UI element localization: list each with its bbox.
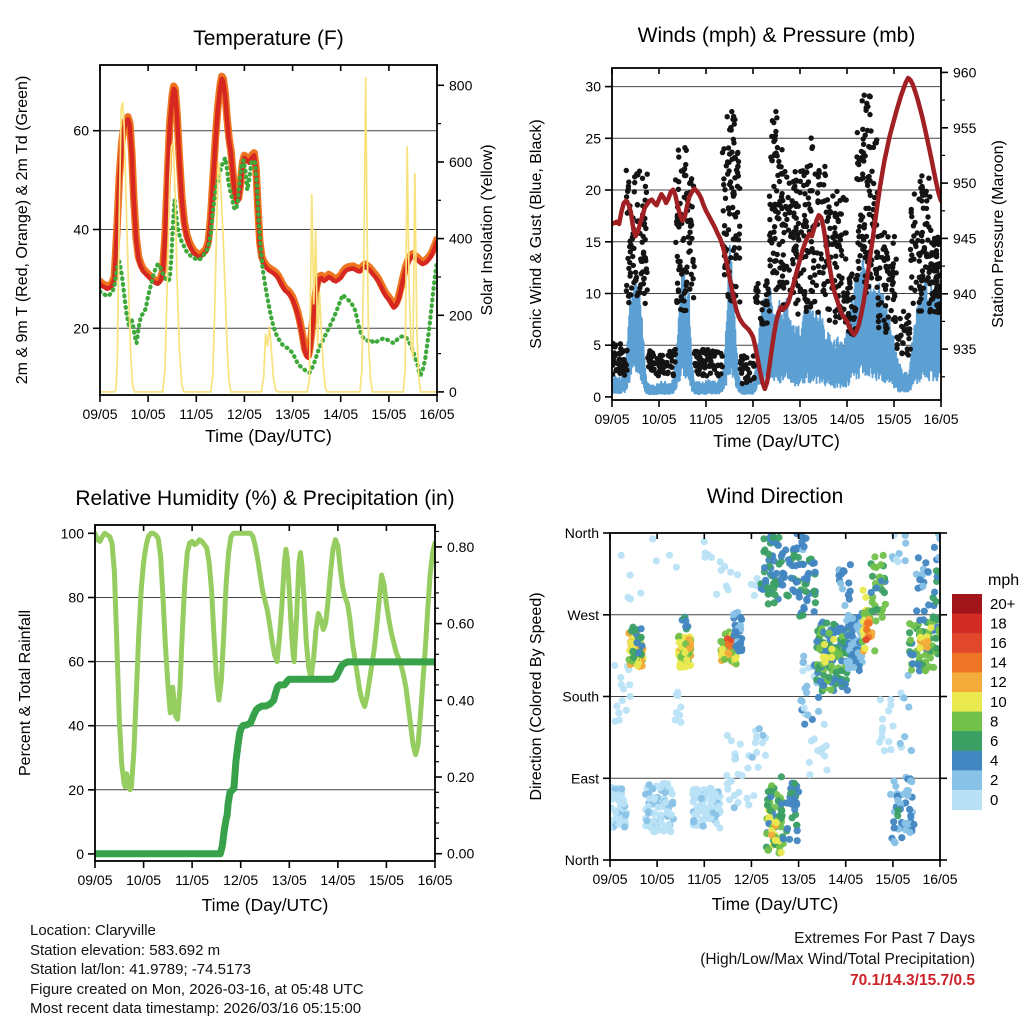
station-elevation: Station elevation: 583.692 m — [30, 941, 221, 959]
humidity-precip-chart — [17, 487, 474, 915]
winds-pressure-chart — [528, 24, 1007, 451]
svg-text:10/05: 10/05 — [641, 411, 677, 427]
svg-text:12/05: 12/05 — [733, 871, 769, 887]
svg-text:200: 200 — [449, 307, 473, 324]
svg-text:940: 940 — [953, 285, 977, 302]
svg-text:20: 20 — [73, 320, 89, 337]
svg-text:09/05: 09/05 — [594, 411, 630, 427]
svg-text:North: North — [564, 525, 599, 541]
svg-text:0: 0 — [593, 388, 601, 405]
svg-text:09/05: 09/05 — [77, 872, 113, 888]
svg-text:13/05: 13/05 — [782, 411, 818, 427]
svg-text:16/05: 16/05 — [419, 406, 455, 422]
svg-text:Time (Day/UTC): Time (Day/UTC) — [713, 431, 840, 451]
svg-text:16/05: 16/05 — [923, 411, 959, 427]
svg-text:30: 30 — [585, 78, 601, 95]
svg-text:11/05: 11/05 — [179, 406, 214, 422]
svg-text:600: 600 — [449, 154, 473, 170]
svg-text:Winds (mph) & Pressure (mb): Winds (mph) & Pressure (mb) — [637, 24, 916, 47]
svg-text:100: 100 — [60, 525, 84, 542]
svg-text:15/05: 15/05 — [875, 871, 911, 887]
wind-direction-dots — [607, 530, 944, 856]
svg-text:20: 20 — [68, 781, 84, 798]
solar-insolation-yellow — [100, 78, 437, 392]
svg-text:0.60: 0.60 — [447, 615, 475, 632]
svg-text:10/05: 10/05 — [126, 872, 162, 888]
svg-text:6: 6 — [990, 733, 999, 750]
svg-text:0: 0 — [449, 383, 457, 400]
temperature-chart — [14, 27, 496, 446]
svg-text:15/05: 15/05 — [876, 411, 912, 427]
svg-text:15/05: 15/05 — [371, 406, 407, 422]
svg-text:Sonic Wind & Gust (Blue, Black: Sonic Wind & Gust (Blue, Black) — [528, 119, 545, 349]
svg-text:15/05: 15/05 — [368, 872, 404, 888]
svg-text:11/05: 11/05 — [175, 872, 210, 888]
station-info — [30, 921, 364, 1019]
svg-text:13/05: 13/05 — [781, 871, 817, 887]
svg-text:0.40: 0.40 — [447, 692, 475, 709]
temp-2m-red — [100, 79, 437, 358]
svg-text:10: 10 — [990, 693, 1007, 711]
svg-text:960: 960 — [953, 64, 977, 81]
svg-text:945: 945 — [953, 230, 977, 247]
station-latlon: Station lat/lon: 41.9789; -74.5173 — [30, 961, 252, 978]
svg-text:13/05: 13/05 — [271, 872, 307, 888]
svg-text:40: 40 — [68, 717, 84, 734]
speed-colorbar — [952, 572, 1019, 810]
svg-text:09/05: 09/05 — [82, 406, 118, 422]
extremes-subtitle: (High/Low/Max Wind/Total Precipitation) — [700, 951, 975, 968]
svg-text:10: 10 — [585, 285, 601, 302]
svg-text:East: East — [570, 770, 599, 787]
svg-text:12/05: 12/05 — [226, 406, 262, 422]
svg-text:14/05: 14/05 — [829, 411, 865, 427]
svg-text:Solar Insolation (Yellow): Solar Insolation (Yellow) — [479, 144, 496, 316]
svg-text:South: South — [562, 688, 599, 705]
svg-text:Station Pressure (Maroon): Station Pressure (Maroon) — [990, 140, 1007, 328]
svg-text:40: 40 — [73, 221, 89, 238]
svg-text:Time (Day/UTC): Time (Day/UTC) — [711, 894, 839, 914]
svg-text:60: 60 — [73, 122, 89, 139]
svg-text:Percent & Total Rainfall: Percent & Total Rainfall — [17, 609, 34, 777]
svg-text:0.20: 0.20 — [447, 769, 475, 785]
svg-text:20+: 20+ — [990, 595, 1016, 613]
svg-text:955: 955 — [953, 119, 977, 136]
svg-text:25: 25 — [585, 130, 601, 147]
svg-text:12/05: 12/05 — [223, 872, 259, 888]
svg-text:0: 0 — [990, 791, 999, 809]
station-location: Location: Claryville — [30, 922, 156, 939]
svg-text:West: West — [567, 606, 599, 623]
data-timestamp: Most recent data timestamp: 2026/03/16 05:15:00 — [30, 1000, 362, 1017]
svg-text:North: North — [564, 852, 599, 868]
svg-text:8: 8 — [990, 713, 999, 731]
svg-text:11/05: 11/05 — [689, 411, 723, 427]
svg-text:Relative Humidity (%) & Precip: Relative Humidity (%) & Precipitation (in) — [75, 487, 455, 510]
svg-text:14: 14 — [990, 654, 1007, 672]
svg-text:20: 20 — [585, 182, 601, 198]
svg-text:11/05: 11/05 — [687, 871, 722, 887]
svg-text:80: 80 — [68, 589, 84, 606]
svg-text:13/05: 13/05 — [275, 406, 311, 422]
svg-text:10/05: 10/05 — [130, 406, 166, 422]
svg-text:0.80: 0.80 — [447, 538, 475, 555]
svg-text:800: 800 — [449, 77, 473, 94]
svg-text:14/05: 14/05 — [828, 871, 864, 887]
extremes-title: Extremes For Past 7 Days — [794, 930, 975, 947]
svg-text:mph: mph — [988, 572, 1020, 589]
svg-text:4: 4 — [990, 752, 999, 770]
svg-text:Temperature (F): Temperature (F) — [193, 27, 344, 50]
svg-text:400: 400 — [449, 230, 473, 247]
svg-text:09/05: 09/05 — [592, 871, 628, 887]
svg-text:14/05: 14/05 — [323, 406, 359, 422]
svg-text:18: 18 — [990, 615, 1007, 633]
svg-text:Time (Day/UTC): Time (Day/UTC) — [205, 426, 332, 446]
wind-direction-chart — [528, 485, 1019, 914]
svg-text:16/05: 16/05 — [922, 871, 958, 887]
svg-text:10/05: 10/05 — [639, 871, 675, 887]
svg-text:950: 950 — [953, 175, 977, 192]
figure-created: Figure created on Mon, 2026-03-16, at 05:48 UTC — [30, 980, 364, 998]
svg-text:15: 15 — [585, 233, 601, 250]
svg-text:0.00: 0.00 — [447, 845, 475, 862]
svg-text:5: 5 — [593, 337, 601, 354]
svg-text:12: 12 — [990, 674, 1007, 692]
total-precipitation — [95, 662, 435, 854]
svg-text:0: 0 — [76, 845, 84, 862]
svg-text:60: 60 — [68, 653, 84, 670]
svg-text:14/05: 14/05 — [320, 872, 356, 888]
svg-text:2m & 9m T (Red, Orange) & 2m T: 2m & 9m T (Red, Orange) & 2m Td (Green) — [14, 75, 31, 385]
svg-text:Time (Day/UTC): Time (Day/UTC) — [201, 895, 329, 915]
svg-text:2: 2 — [990, 772, 999, 790]
extremes-block — [700, 928, 975, 991]
svg-text:12/05: 12/05 — [735, 411, 771, 427]
svg-text:16/05: 16/05 — [417, 872, 453, 888]
svg-text:16: 16 — [990, 635, 1007, 652]
svg-text:Wind Direction: Wind Direction — [706, 485, 844, 508]
svg-text:Direction (Colored By Speed): Direction (Colored By Speed) — [528, 592, 545, 801]
extremes-values: 70.1/14.3/15.7/0.5 — [850, 972, 975, 989]
svg-text:935: 935 — [953, 341, 977, 358]
